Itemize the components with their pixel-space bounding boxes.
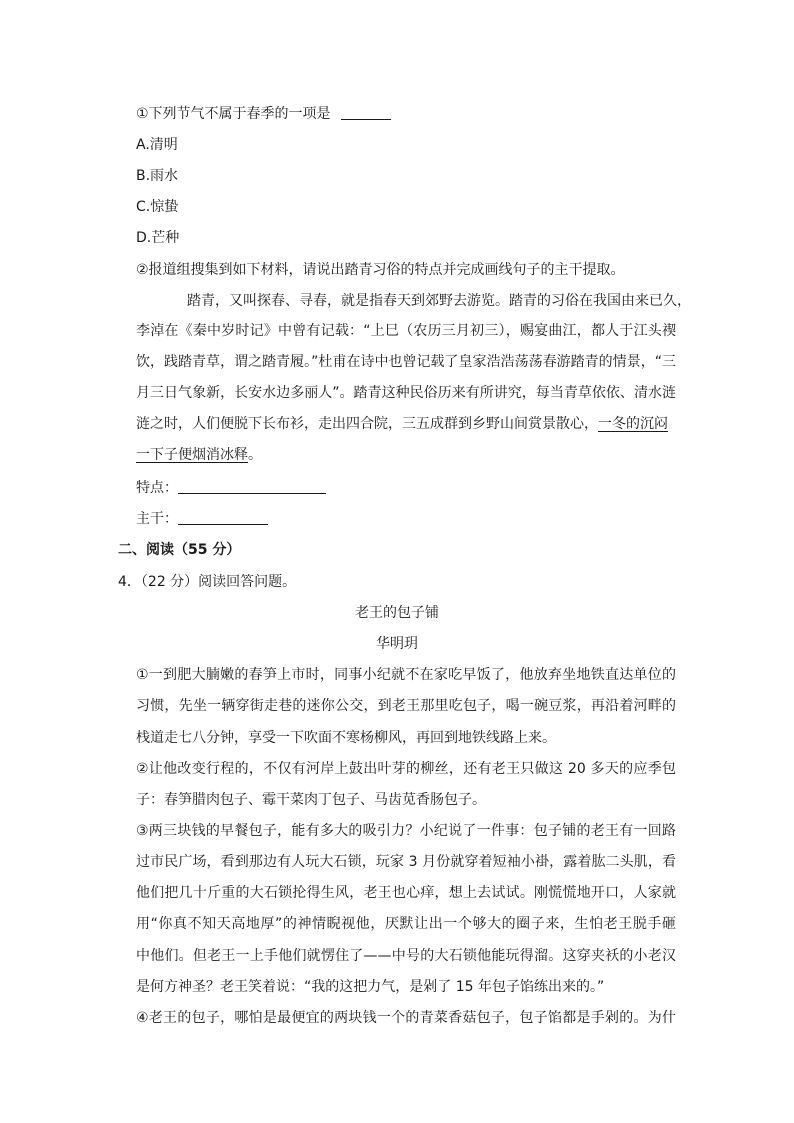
article-line: 习惯，先坐一辆穿街走巷的迷你公交，到老王那里吃包子，喝一碗豆浆，再沿着河畔的 xyxy=(136,698,676,714)
question-2-prompt: ②报道组搜集到如下材料，请说出踏青习俗的特点并完成画线句子的主干提取。 xyxy=(136,262,625,278)
passage-line: 踏青，又叫探春、寻春，就是指春天到郊野去游览。踏青的习俗在我国由来已久， xyxy=(187,293,691,309)
question-1-prompt xyxy=(136,105,391,123)
stem-label: 主干： xyxy=(136,511,178,527)
article-line: 中他们。但老王一上手他们就愣住了——中号的大石锁他能玩得溜。这穿夹袄的小老汉 xyxy=(136,948,676,964)
underlined-sentence: 一冬的沉闷 xyxy=(598,416,668,432)
article-author: 华明玥 xyxy=(376,636,418,652)
passage-tail: 。 xyxy=(248,447,262,463)
passage-line: 饮，践踏青草，谓之踏青履。”杜甫在诗中也曾记载了皇家浩浩荡荡春游踏青的情景，“三 xyxy=(136,354,676,370)
passage-text: 涟之时，人们便脱下长布衫，走出四合院，三五成群到乡野山间赏景散心， xyxy=(136,416,598,432)
option-b: B.雨水 xyxy=(136,168,179,184)
section-heading: 二、阅读（55 分） xyxy=(118,542,241,558)
stem-answer xyxy=(136,510,268,528)
question-1-text: ①下列节气不属于春季的一项是 xyxy=(136,106,331,122)
article-line: ①一到肥大腩嫩的春笋上市时，同事小纪就不在家吃早饭了，他放弃坐地铁直达单位的 xyxy=(136,667,676,683)
option-d: D.芒种 xyxy=(136,230,180,246)
article-line: 过市民广场，看到那边有人玩大石锁，玩家 3 月份就穿着短袖小褂，露着肱二头肌，看 xyxy=(136,854,676,870)
article-line: 他们把几十斤重的大石锁抡得生风，老王也心痒，想上去试试。刚慌慌地开口，人家就 xyxy=(136,885,676,901)
article-title: 老王的包子铺 xyxy=(355,605,439,621)
article-line: 是何方神圣？老王笑着说：“我的这把力气，是剁了 15 年包子馅练出来的。” xyxy=(136,979,605,995)
article-line: ④老王的包子，哪怕是最便宜的两块钱一个的青菜香菇包子，包子馅都是手剁的。为什 xyxy=(136,1010,676,1026)
passage-line: 李淖在《秦中岁时记》中曾有记载：“上巳（农历三月初三），赐宴曲江，都人于江头禊 xyxy=(136,323,676,339)
option-a: A.清明 xyxy=(136,137,178,153)
article-line: 栈道走七八分钟，享受一下吹面不寒杨柳风，再回到地铁线路上来。 xyxy=(136,730,556,746)
article-line: 子：春笋腊肉包子、霉干菜肉丁包子、马齿苋香肠包子。 xyxy=(136,792,486,808)
article-line: ③两三块钱的早餐包子，能有多大的吸引力？小纪说了一件事：包子铺的老王有一回路 xyxy=(136,823,676,839)
passage-line-last xyxy=(136,415,668,433)
article-line: 用“你真不知天高地厚”的神情睨视他，厌默让出一个够大的圈子来，生怕老王脱手砸 xyxy=(136,916,676,932)
answer-blank[interactable] xyxy=(341,105,391,120)
passage-line-end xyxy=(136,446,262,464)
stem-blank[interactable] xyxy=(178,510,268,525)
option-c: C.惊蛰 xyxy=(136,199,179,215)
underlined-sentence-cont: 一下子便烟消冰释 xyxy=(136,447,248,463)
feature-blank[interactable] xyxy=(178,479,326,494)
article-line: ②让他改变行程的，不仅有河岸上鼓出叶芽的柳丝，还有老王只做这 20 多天的应季包 xyxy=(136,761,676,777)
passage-line: 月三日气象新，长安水边多丽人”。踏青这种民俗历来有所讲究，每当青草依依、清水涟 xyxy=(136,385,676,401)
feature-label: 特点： xyxy=(136,480,178,496)
question-4-prompt: 4．（22 分）阅读回答问题。 xyxy=(118,574,297,590)
feature-answer xyxy=(136,479,326,497)
